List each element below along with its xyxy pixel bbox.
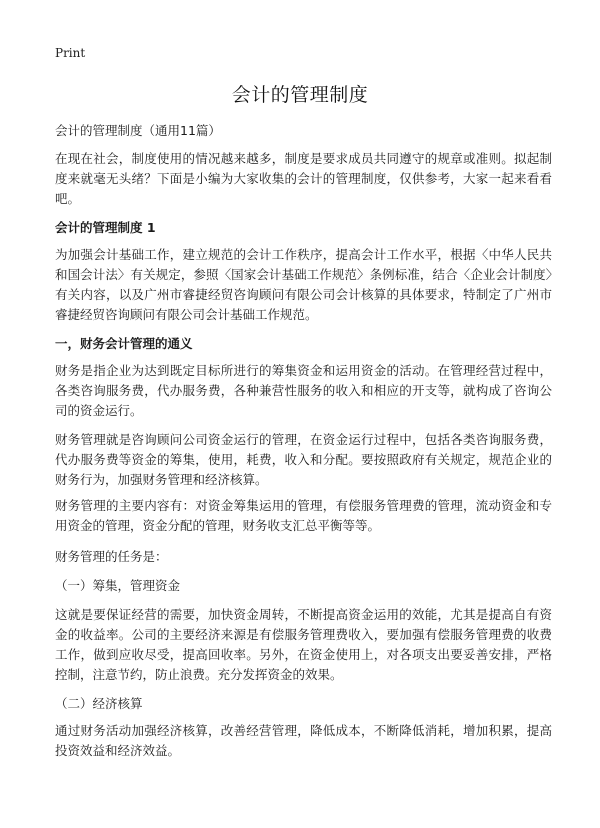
part-heading-1: 一，财务会计管理的通义 (55, 336, 193, 351)
page-title: 会计的管理制度 (231, 84, 369, 106)
paragraph-capital-raising: 这就是要保证经营的需要，加快资金周转，不断提高资金运用的效能，尤其是提高自有资金的收益率。公司的主要经济来源是有偿服务管理费收入，要加强有偿服务管理费的收费工作，做到应收尽受，提高回收率。另外，在资金使用上，对各项支出要妥善安排，严格控制，注意节约，防止浪费。充分发挥资金的效果。 (55, 607, 552, 682)
paragraph-finance-tasks: 财务管理的任务是： (55, 549, 168, 564)
print-link[interactable]: Print (55, 46, 86, 60)
section-1-paragraph: 为加强会计基础工作，建立规范的会计工作秩序，提高会计工作水平，根据〈中华人民共和国会计法〉有关规定，参照〈国家会计基础工作规范〉条例标准，结合〈企业会计制度〉有关内容，以及广州市睿捷经贸咨询顾问有限公司会计核算的具体要求，特制定了广州市睿捷经贸咨询顾问有限公司会计基础工作规范。 (55, 247, 552, 322)
document-subtitle: 会计的管理制度（通用11篇） (55, 123, 221, 138)
intro-paragraph: 在现在社会，制度使用的情况越来越多，制度是要求成员共同遵守的规章或准则。拟起制度来就毫无头绪？下面是小编为大家收集的会计的管理制度，仅供参考，大家一起来看看吧。 (55, 151, 552, 206)
list-item-1-heading: （一）筹集，管理资金 (55, 578, 181, 593)
list-item-2-heading: （二）经济核算 (55, 696, 143, 711)
paragraph-finance-content: 财务管理的主要内容有：对资金筹集运用的管理，有偿服务管理费的管理，流动资金和专用资金的管理，资金分配的管理，财务收支汇总平衡等等。 (55, 498, 552, 533)
paragraph-finance-definition: 财务是指企业为达到既定目标所进行的筹集资金和运用资金的活动。在管理经营过程中，各类咨询服务费，代办服务费，各种兼营性服务的收入和相应的开支等，就构成了咨询公司的资金运行。 (55, 363, 552, 418)
paragraph-economic-accounting: 通过财务活动加强经济核算，改善经营管理，降低成本，不断降低消耗，增加积累，提高投资效益和经济效益。 (55, 723, 552, 758)
paragraph-finance-management: 财务管理就是咨询顾问公司资金运行的管理，在资金运行过程中，包括各类咨询服务费，代办服务费等资金的筹集，使用，耗费，收入和分配。要按照政府有关规定，规范企业的财务行为，加强财务管理和经济核算。 (55, 432, 552, 487)
section-heading-1: 会计的管理制度 1 (55, 220, 156, 235)
